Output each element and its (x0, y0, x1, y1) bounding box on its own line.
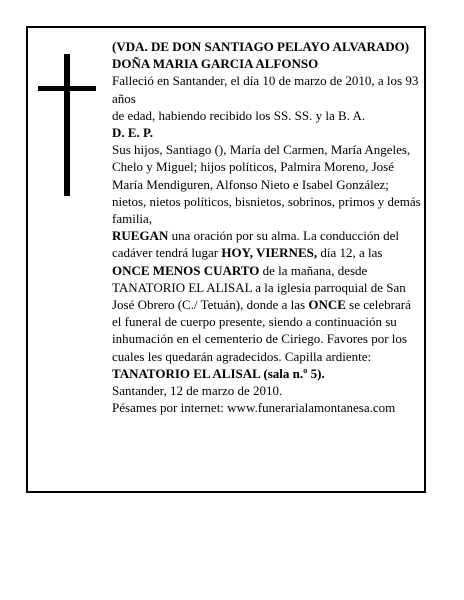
cross-horizontal-bar (38, 86, 96, 91)
family-list: Sus hijos, Santiago (), María del Carmen, María Angeles, Chelo y Miguel; hijos políticos, Palmira Moreno, José María Mendiguren, Alfonso Nieto e Isabel González; nietos, nietos políticos, bisnietos, sobrinos, primos y demás familia, (112, 142, 421, 227)
capilla-label: TANATORIO EL ALISAL (sala n.º 5). (112, 365, 325, 381)
funeral-text-2: día 12, a las (317, 245, 383, 261)
obituary-text (112, 38, 422, 416)
once-label: ONCE (308, 297, 346, 313)
time-label: ONCE MENOS CUARTO (112, 262, 260, 278)
deceased-name: DOÑA MARIA GARCIA ALFONSO (112, 56, 319, 72)
widow-line: (VDA. DE DON SANTIAGO PELAYO ALVARADO) (112, 39, 410, 54)
funeral-text-4: se celebrará el funeral de cuerpo presente, siendo a continuación su inhumación en el cementerio de Ciriego. Favores por los cuales les quedarán agradecidos. Capilla ardiente: (112, 297, 411, 364)
funeral-text-3: de la mañana, desde TANATORIO EL ALISAL a la iglesia parroquial de San José Obrero (C./ Tetuán), donde a las (112, 262, 406, 313)
funeral-text-1: una oración por su alma. La conducción del cadáver tendrá lugar (112, 228, 400, 261)
date-line: Santander, 12 de marzo de 2010. (112, 383, 283, 399)
funeral-details (112, 227, 422, 382)
condolences-line: Pésames por internet: www.funerarialamontanesa.com (112, 400, 396, 416)
death-announcement: Falleció en Santander, el día 10 de marzo de 2010, a los 93 años (112, 73, 419, 106)
sacraments-line: de edad, habiendo recibido los SS. SS. y la B. A. (112, 107, 366, 123)
rip-line: D. E. P. (112, 125, 154, 141)
ruegan-label: RUEGAN (112, 228, 169, 244)
hoy-viernes-label: HOY, VIERNES, (221, 245, 318, 261)
cross-vertical-bar (64, 54, 70, 196)
